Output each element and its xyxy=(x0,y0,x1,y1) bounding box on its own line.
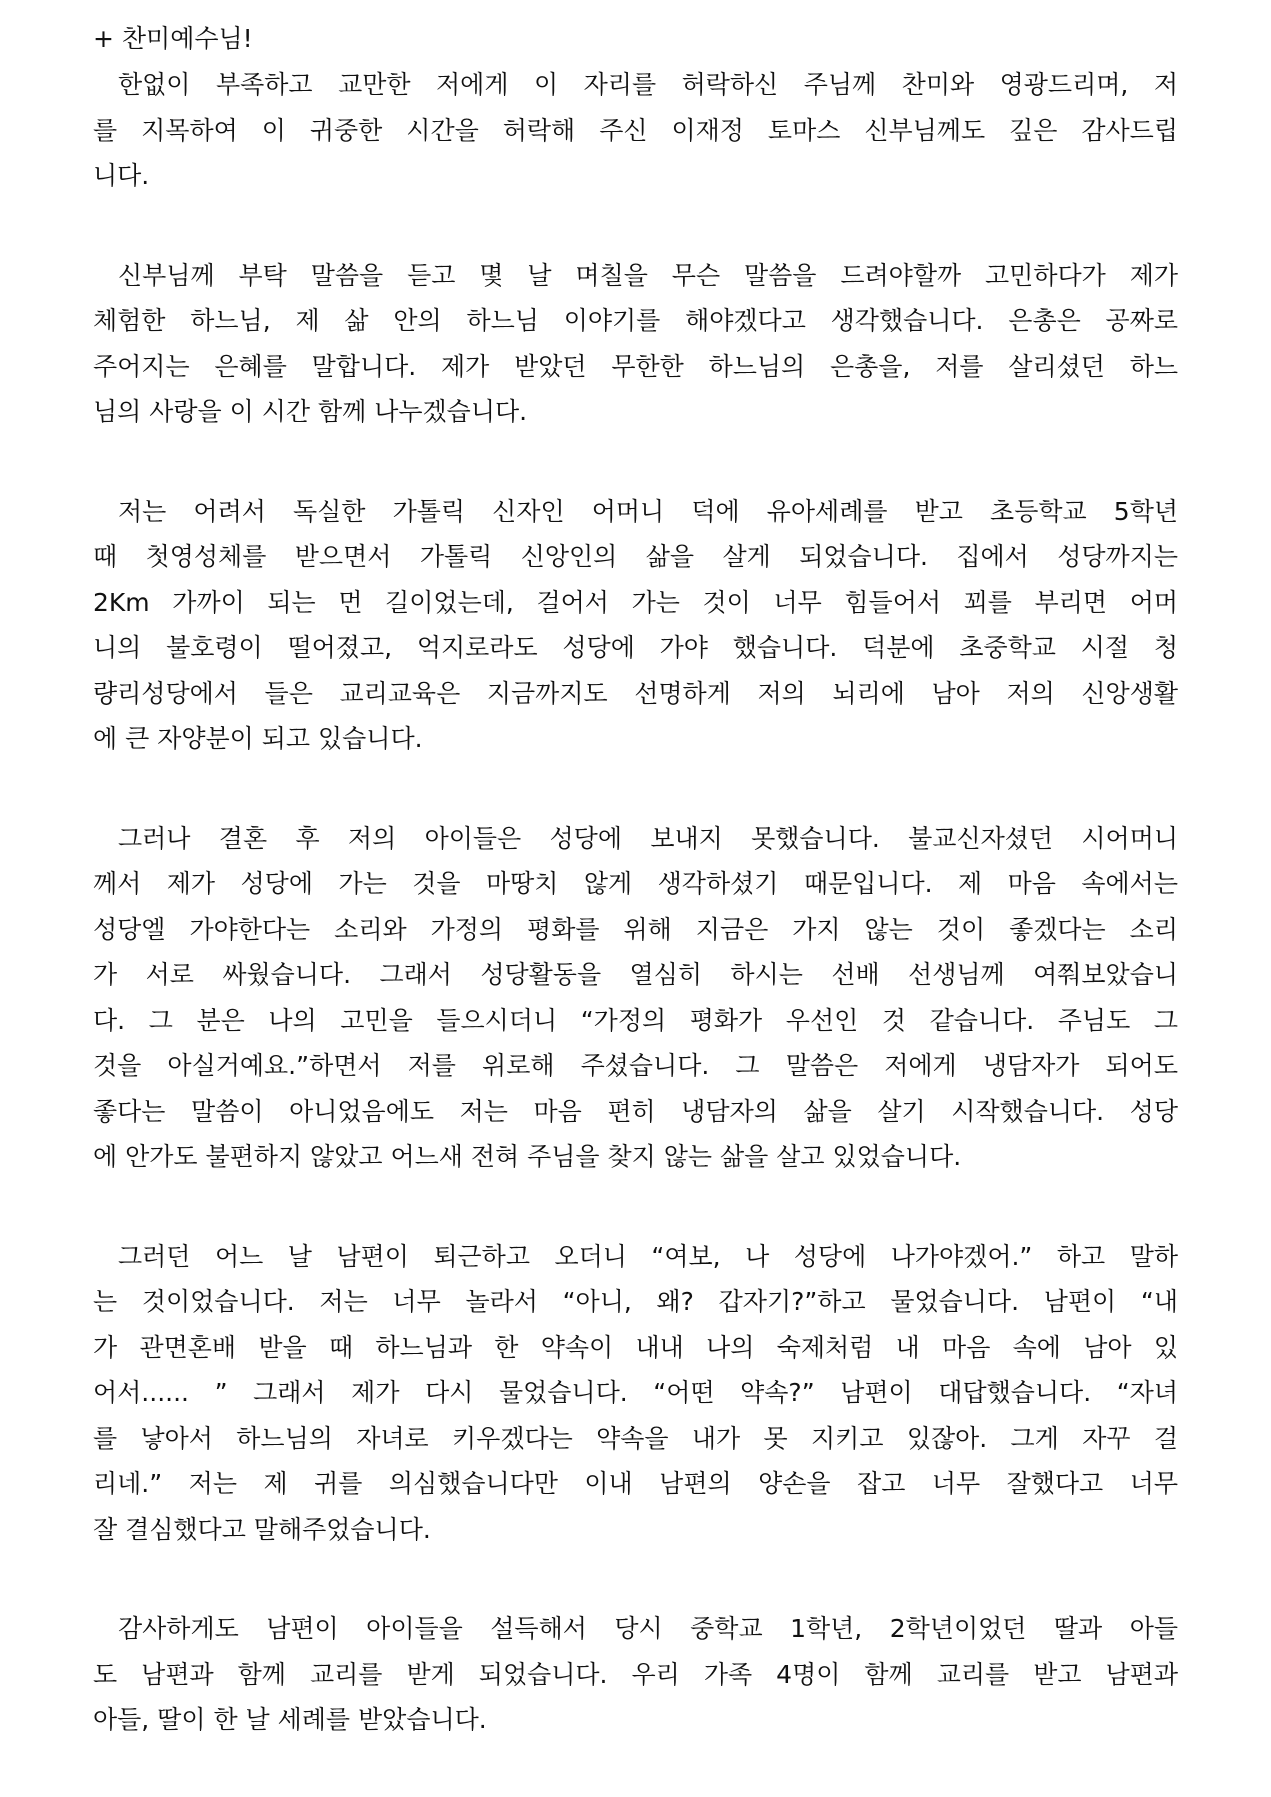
text-line: 한없이 부족하고 교만한 저에게 이 자리를 허락하신 주님께 찬미와 영광드리며, 저 xyxy=(118,70,1178,99)
text-line: 니다. xyxy=(93,161,150,190)
text-line: 어서...... ” 그래서 제가 다시 물었습니다. “어떤 약속?” 남편이 대답했습니다. “자녀 xyxy=(93,1378,1178,1407)
document-heading: + 찬미예수님! xyxy=(93,24,253,53)
text-line: 그러나 결혼 후 저의 아이들은 성당에 보내지 못했습니다. 불교신자셨던 시어머니 xyxy=(118,823,1178,853)
paragraph xyxy=(93,816,1178,1180)
text-line: 가 관면혼배 받을 때 하느님과 한 약속이 내내 나의 숙제처럼 내 마음 속에 남아 있 xyxy=(93,1332,1178,1362)
text-line: 성당엘 가야한다는 소리와 가정의 평화를 위해 지금은 가지 않는 것이 좋겠다는 소리 xyxy=(93,914,1178,944)
text-line: 아들, 딸이 한 날 세례를 받았습니다. xyxy=(93,1705,487,1734)
text-line: 저는 어려서 독실한 가톨릭 신자인 어머니 덕에 유아세례를 받고 초등학교 5학년 xyxy=(118,496,1178,526)
text-line: 를 지목하여 이 귀중한 시간을 허락해 주신 이재정 토마스 신부님께도 깊은 감사드립 xyxy=(93,115,1178,145)
text-line: 그러던 어느 날 남편이 퇴근하고 오더니 “여보, 나 성당에 나가야겠어.” 하고 말하 xyxy=(118,1241,1178,1271)
text-line: 에 큰 자양분이 되고 있습니다. xyxy=(93,724,423,753)
paragraph xyxy=(93,1234,1178,1553)
text-line: 때 첫영성체를 받으면서 가톨릭 신앙인의 삶을 살게 되었습니다. 집에서 성당까지는 xyxy=(93,542,1178,571)
paragraph xyxy=(93,253,1178,435)
paragraph xyxy=(93,489,1178,762)
text-line: 잘 결심했다고 말해주었습니다. xyxy=(93,1514,431,1544)
text-line: 다. 그 분은 나의 고민을 들으시더니 “가정의 평화가 우선인 것 같습니다. 주님도 그 xyxy=(93,1005,1178,1035)
text-line: 감사하게도 남편이 아이들을 설득해서 당시 중학교 1학년, 2학년이었던 딸과 아들 xyxy=(118,1614,1178,1643)
text-line: 는 것이었습니다. 저는 너무 놀라서 “아니, 왜? 갑자기?”하고 물었습니다. 남편이 “내 xyxy=(93,1287,1178,1316)
text-line: 좋다는 말씀이 아니었음에도 저는 마음 편히 냉담자의 삶을 살기 시작했습니다. 성당 xyxy=(93,1096,1178,1126)
document-page xyxy=(93,16,1178,1797)
text-line: 께서 제가 성당에 가는 것을 마땅치 않게 생각하셨기 때문입니다. 제 마음 속에서는 xyxy=(93,869,1178,898)
text-line: 니의 불호령이 떨어졌고, 억지로라도 성당에 가야 했습니다. 덕분에 초중학교 시절 청 xyxy=(93,633,1178,662)
text-line: 량리성당에서 들은 교리교육은 지금까지도 선명하게 저의 뇌리에 남아 저의 신앙생활 xyxy=(93,678,1178,708)
paragraph xyxy=(93,62,1178,199)
text-line: 주어지는 은혜를 말합니다. 제가 받았던 무한한 하느님의 은총을, 저를 살리셨던 하느 xyxy=(93,351,1178,381)
paragraph xyxy=(93,1606,1178,1743)
text-line: 가 서로 싸웠습니다. 그래서 성당활동을 열심히 하시는 선배 선생님께 여쭤보았습니 xyxy=(93,960,1178,989)
text-line: 를 낳아서 하느님의 자녀로 키우겠다는 약속을 내가 못 지키고 있잖아. 그게 자꾸 걸 xyxy=(93,1423,1178,1453)
text-line: 2Km 가까이 되는 먼 길이었는데, 걸어서 가는 것이 너무 힘들어서 꾀를 부리면 어머 xyxy=(93,587,1178,617)
document-body xyxy=(93,62,1178,1743)
text-line: 님의 사랑을 이 시간 함께 나누겠습니다. xyxy=(93,397,528,426)
text-line: 에 안가도 불편하지 않았고 어느새 전혀 주님을 찾지 않는 삶을 살고 있었습니다. xyxy=(93,1142,962,1171)
text-line: 체험한 하느님, 제 삶 안의 하느님 이야기를 해야겠다고 생각했습니다. 은총은 공짜로 xyxy=(93,306,1178,335)
text-line: 신부님께 부탁 말씀을 듣고 몇 날 며칠을 무슨 말씀을 드려야할까 고민하다가 제가 xyxy=(118,260,1178,290)
text-line: 리네.” 저는 제 귀를 의심했습니다만 이내 남편의 양손을 잡고 너무 잘했다고 너무 xyxy=(93,1469,1178,1498)
text-line: 것을 아실거예요.”하면서 저를 위로해 주셨습니다. 그 말씀은 저에게 냉담자가 되어도 xyxy=(93,1051,1178,1080)
text-line: 도 남편과 함께 교리를 받게 되었습니다. 우리 가족 4명이 함께 교리를 받고 남편과 xyxy=(93,1659,1178,1689)
